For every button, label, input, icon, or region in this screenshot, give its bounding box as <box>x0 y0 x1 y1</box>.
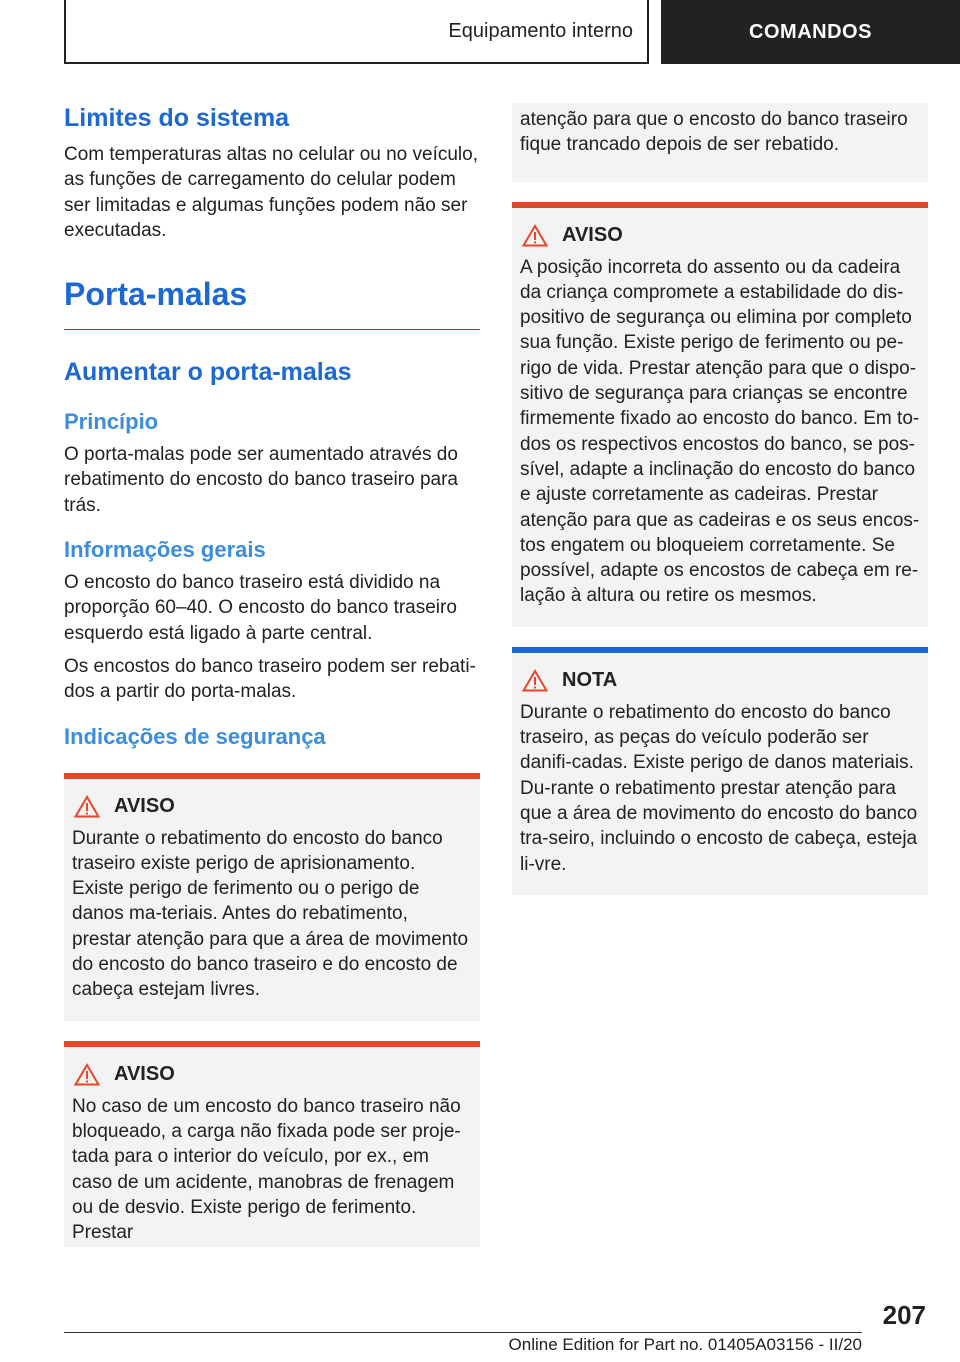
section-header <box>64 0 649 64</box>
warning-bar <box>512 202 928 208</box>
warning-box-2 <box>64 1041 480 1248</box>
page-title: Porta-malas <box>64 269 480 330</box>
warning-continuation <box>512 103 928 182</box>
warning-text: A posição incorreta do assento ou da cadeira da criança compromete a estabilidade do dis-positivo de segurança ou elimina por completo sua função. Existe perigo de ferimento ou pe-rigo de vida. Prestar atenção para que o dispo-sitivo de segurança para crianças se encontre firmemente fixado ao encosto do banco. Em to-dos os respectivos encostos do banco, se pos-sível, adapte a inclinação do encosto do banco e ajuste corretamente as cadeiras. Prestar atenção para que as cadeiras e os seus encos-tos engatem ou bloqueiem corretamente. Se possível, adapte os encostos de cabeça em re-lação à altura ou retire os mesmos. <box>520 256 920 607</box>
chapter-header <box>661 0 960 64</box>
warning-text: No caso de um encosto do banco traseiro não bloqueado, a carga não fixada pode ser proje-tada para o interior do veículo, por ex., em caso de um acidente, manobras de frenagem ou de desvio. Existe perigo de ferimento. Prestar <box>72 1095 461 1244</box>
limits-heading: Limites do sistema <box>64 104 290 132</box>
section-title: Equipamento interno <box>448 19 633 42</box>
warning-triangle-icon <box>74 795 100 818</box>
principle-paragraph: O porta-malas pode ser aumentado através do rebatimento do encosto do banco traseiro para trás. <box>64 444 458 516</box>
warning-box-1 <box>64 773 480 1021</box>
page-number: 207 <box>882 1300 926 1330</box>
note-bar <box>512 647 928 653</box>
warning-label: AVISO <box>562 223 623 246</box>
principle-heading: Princípio <box>64 409 159 435</box>
continuation-text: atenção para que o encosto do banco traseiro fique trancado depois de ser rebatido. <box>520 109 908 156</box>
warning-triangle-icon <box>522 669 548 692</box>
footer-divider <box>64 1332 862 1333</box>
general-info-heading: Informações gerais <box>64 537 266 563</box>
right-column <box>512 103 928 895</box>
general-info-paragraph-1: O encosto do banco traseiro está dividido na proporção 60–40. O encosto do banco traseiro esquerdo está ligado à parte central. <box>64 572 457 644</box>
warning-label: AVISO <box>114 1062 175 1085</box>
warning-label: AVISO <box>114 794 175 817</box>
warning-triangle-icon <box>74 1063 100 1086</box>
note-text: Durante o rebatimento do encosto do banco traseiro, as peças do veículo poderão ser danifi-cadas. Existe perigo de danos materiais. Du-rante o rebatimento prestar atenção para que a área de movimento do encosto do banco tra-seiro, incluindo o encosto de cabeça, esteja li-vre. <box>520 701 918 875</box>
warning-box-3 <box>512 202 928 627</box>
left-column <box>64 100 480 1247</box>
subsection-heading: Aumentar o porta-malas <box>64 358 352 387</box>
note-box <box>512 647 928 895</box>
warning-triangle-icon <box>522 224 548 247</box>
warning-text: Durante o rebatimento do encosto do banco traseiro existe perigo de aprisionamento. Existe perigo de ferimento ou o perigo de danos ma-teriais. Antes do rebatimento, prestar atenção para que a área de movimento do encosto do banco traseiro e do encosto de cabeça estejam livres. <box>72 827 469 1001</box>
general-info-paragraph-2: Os encostos do banco traseiro podem ser rebati-dos a partir do porta-malas. <box>64 655 476 703</box>
warning-bar <box>64 773 480 779</box>
note-label: NOTA <box>562 668 618 691</box>
limits-paragraph: Com temperaturas altas no celular ou no veículo, as funções de carregamento do celular podem ser limitadas e algumas funções podem não ser executadas. <box>64 144 478 241</box>
warning-bar <box>64 1041 480 1047</box>
safety-heading: Indicações de segurança <box>64 723 326 749</box>
footer-edition: Online Edition for Part no. 01405A03156 - II/20 <box>508 1335 862 1354</box>
chapter-title: COMANDOS <box>749 20 872 43</box>
